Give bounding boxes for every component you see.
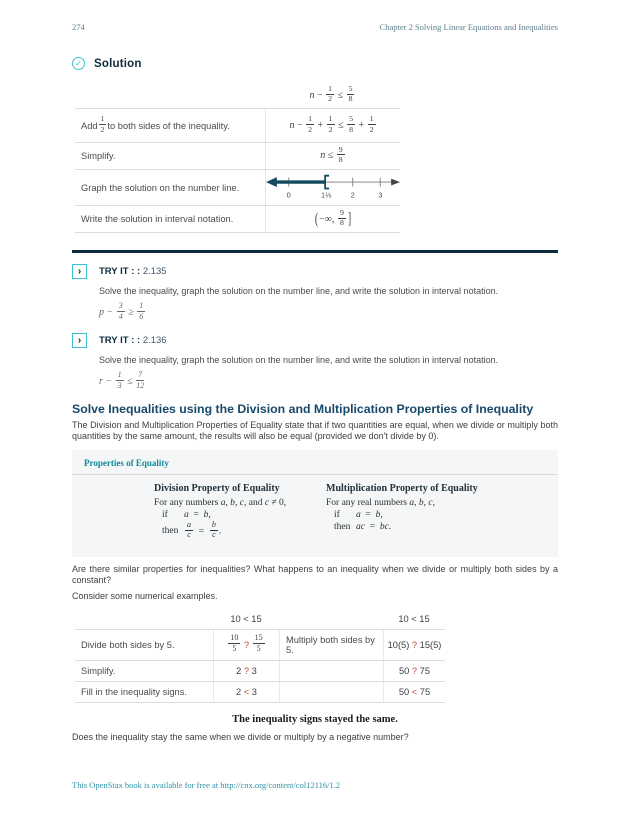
table-row [75,82,400,108]
number-line-svg [266,174,400,201]
tryit-2136 [72,333,558,391]
numerical-examples-table [75,609,445,703]
property-word: then [162,526,179,537]
tryit-body [99,355,558,391]
example-math: 50 < 75 [383,682,445,702]
page-header [72,0,558,32]
section-heading: Solve Inequalities using the Division and Multiplication Properties of Inequality [72,401,534,416]
example-label [279,609,383,629]
property-expr: a = b, [356,509,383,520]
section-intro-paragraph: The Division and Multiplication Properties of Equality state that if two quantities are equal, when we divide or multiply both quantities by the same amount, the results will also be equal (provided we don't divide by 0). [72,419,558,441]
box-rule [72,474,558,475]
step-label: Write the solution in interval notation. [81,214,234,225]
properties-of-equality-box [72,450,558,557]
table-row [75,681,445,703]
table-row [75,629,445,660]
solution-steps-table [75,82,400,233]
property-expr: a = b, [184,509,211,520]
step-label: Simplify. [81,150,116,161]
consider-examples-text: Consider some numerical examples. [72,590,218,601]
step-label [75,82,265,108]
negative-number-question: Does the inequality stay the same when we divide or multiply by a negative number? [72,731,409,742]
tick-label: 3 [378,190,383,200]
property-intro: For any real numbers a , b , c , [326,497,435,508]
conclusion-text: The inequality signs stayed the same. [232,713,398,725]
step-label: Add $\frac{1}{2}$ to both sides of the inequality. [81,114,230,134]
tryit-instructions: Solve the inequality, graph the solution on the number line, and write the solution in interval notation. [99,286,499,297]
property-expr: ac = bc. [356,521,392,532]
chapter-header: Chapter 2 Solving Linear Equations and Inequalities [379,22,558,32]
table-row [75,108,400,141]
step-equation: n − $\frac{1}{2}$ ≤ $\frac{5}{8}$ [309,84,353,104]
table-row [75,660,445,681]
inequality-question-paragraph: Are there similar properties for inequalities? What happens to an inequality when we divide or multiply both sides by a constant? [72,563,558,585]
section-divider-bar [72,250,558,253]
tryit-equation: p − $\frac{3}{4}$ ≥ $\frac{1}{6}$ [99,301,144,321]
example-math: 2 < 3 [213,682,279,702]
division-property-column [154,483,316,541]
example-label: Fill in the inequality signs. [81,686,187,697]
chevron-right-icon[interactable]: › [72,264,87,279]
example-label: Divide both sides by 5. [81,639,175,650]
tick-label: 2 [350,190,355,200]
tryit-equation: r − $\frac{1}{3}$ ≤ $\frac{7}{12}$ [99,370,145,390]
example-math: 10(5) ? 15(5) [383,630,445,660]
step-equation: n ≤ $\frac{9}{8}$ [265,143,400,169]
property-expr: $\frac{a}{c}$ = $\frac{b}{c}$ . [187,519,222,540]
step-equation: ( −∞, $\frac{9}{8}$ ] [265,206,400,232]
step-label: Graph the solution on the number line. [81,182,240,193]
tryit-header [72,333,558,348]
property-word: if [334,509,340,520]
example-math: 10 < 15 [398,613,430,624]
chevron-right-icon[interactable]: › [72,333,87,348]
tryit-instructions: Solve the inequality, graph the solution on the number line, and write the solution in interval notation. [99,355,499,366]
box-title: Properties of Equality [84,457,169,468]
openstax-footer-link[interactable]: This OpenStax book is available for free at http://cnx.org/content/col12116/1.2 [72,780,341,790]
example-math: 10 < 15 [230,613,262,624]
example-label [279,682,383,702]
step-equation: n − $\frac{1}{2}$ + $\frac{1}{2}$ ≤ $\frac{5}{8}$ + $\frac{1}{2}$ [265,109,400,141]
property-word: if [162,509,168,520]
property-line [154,519,316,541]
property-word: then [334,521,351,532]
example-label [75,609,213,629]
property-line [326,510,526,520]
example-label: Multiply both sides by 5. [279,630,383,660]
tryit-body [99,286,558,322]
table-row [75,609,445,629]
solution-title: Solution [94,57,142,70]
property-columns [154,483,546,541]
checkmark-circle-icon: ✓ [72,57,85,70]
number-line-graph [265,170,400,205]
tryit-label [99,266,167,277]
tick-label: 0 [286,190,291,200]
property-line [326,522,526,532]
tryit-2135 [72,264,558,322]
tryit-number: 2.136 [142,335,167,347]
tryit-label [99,335,167,346]
table-row [75,169,400,205]
example-label [279,661,383,681]
table-row [75,142,400,169]
property-heading: Division Property of Equality [154,482,280,494]
property-heading: Multiplication Property of Equality [326,482,478,494]
page-number: 274 [72,22,85,32]
tryit-number: 2.135 [142,266,167,278]
solution-heading [72,57,558,70]
example-math: $\frac{10}{5}$ ? $\frac{15}{5}$ [213,630,279,660]
example-math: 2 ? 3 [213,661,279,681]
property-line [154,510,316,520]
tick-label: 1⅛ [320,190,332,200]
property-intro: For any numbers a , b , c , and c ≠ 0, [154,497,287,508]
example-math: 50 ? 75 [383,661,445,681]
tryit-header [72,264,558,279]
example-label: Simplify. [81,665,116,676]
table-row [75,205,400,233]
multiplication-property-column [326,483,526,541]
tryit-label-text: TRY IT : : [99,266,141,278]
tryit-label-text: TRY IT : : [99,335,141,347]
